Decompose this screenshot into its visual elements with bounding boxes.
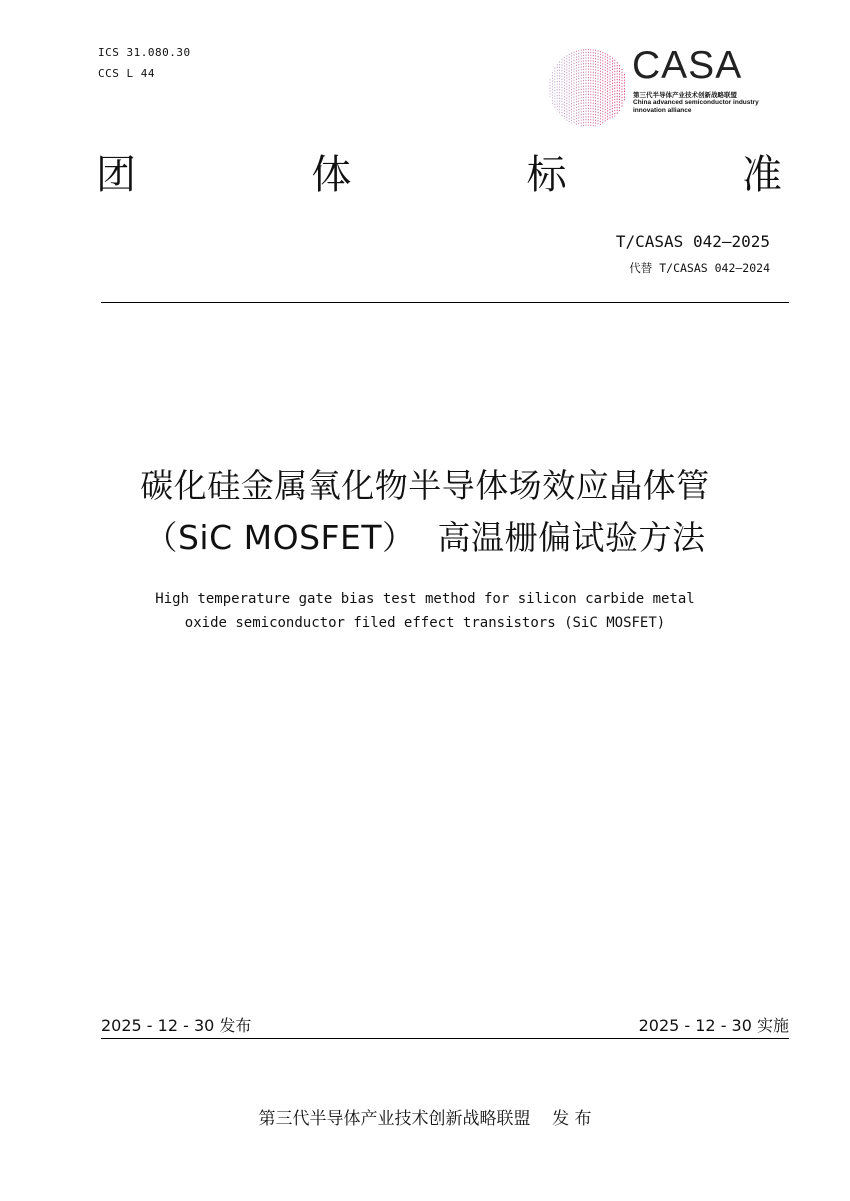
issue-date: 2025 - 12 - 30 发布: [101, 1016, 252, 1035]
casa-logo: [548, 46, 798, 130]
standard-type-char: 体: [311, 152, 352, 198]
standard-type-char: 团: [96, 152, 136, 198]
title-cn-line2: （SiC MOSFET） 高温栅偏试验方法: [144, 518, 706, 557]
classification-codes: [98, 42, 191, 84]
title-en-line2: oxide semiconductor filed effect transistors (SiC MOSFET): [184, 615, 666, 631]
ccs-code: CCS L 44: [98, 67, 155, 80]
header-divider: [101, 302, 789, 303]
implementation-date: 2025 - 12 - 30 实施: [638, 1016, 789, 1035]
logo-name-en: China advanced semiconductor industry innovation alliance: [633, 99, 759, 114]
title-en-line1: High temperature gate bias test method for silicon carbide metal: [155, 591, 695, 607]
logo-sphere-icon: [548, 46, 628, 130]
logo-name-cn: 第三代半导体产业技术创新战略联盟: [633, 91, 737, 99]
logo-acronym: CASA: [632, 44, 743, 87]
standard-type-char: 标: [526, 152, 567, 198]
standard-type: [96, 148, 782, 202]
replaces-standard: 代替 T/CASAS 042—2024: [629, 261, 770, 275]
standard-type-char: 准: [741, 152, 782, 198]
ics-code: ICS 31.080.30: [98, 46, 191, 59]
standard-number: T/CASAS 042—2025: [615, 232, 770, 251]
footer-divider: [101, 1038, 789, 1039]
publisher: 第三代半导体产业技术创新战略联盟 发 布: [258, 1109, 592, 1129]
title-cn-line1: 碳化硅金属氧化物半导体场效应晶体管: [140, 466, 710, 505]
